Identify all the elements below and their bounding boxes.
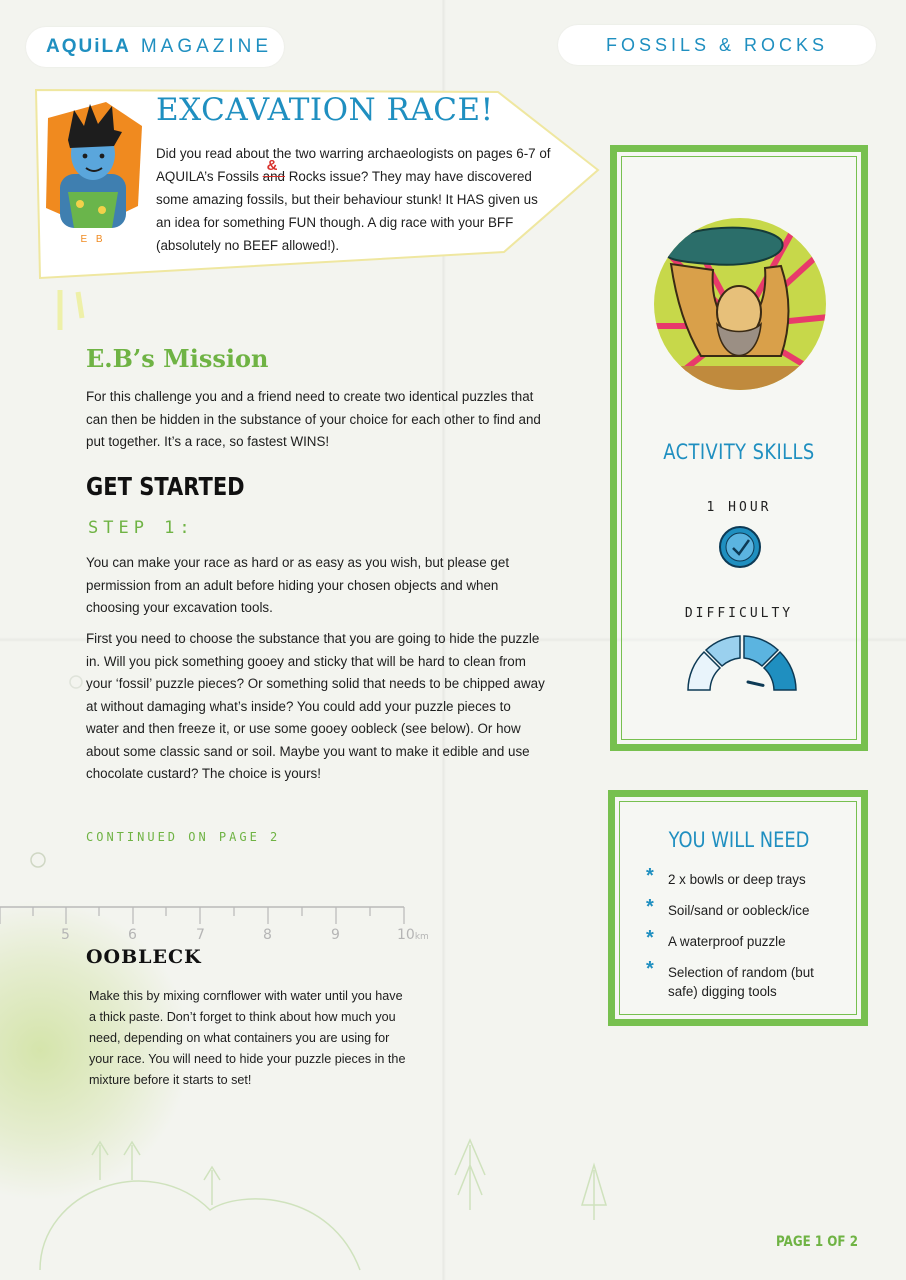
mission-title: E.B’s Mission [86,344,269,373]
page-title: EXCAVATION RACE! [156,92,494,128]
list-item [646,896,846,920]
intro-text-before: Did you read about the two warring archaeologists on pages 6-7 of AQUILA’s Fossils [156,146,551,184]
time-label: 1 HOUR [706,500,772,515]
ruler-label-9: 9 [331,927,340,943]
needs-item-text: 2 x bowls or deep trays [668,872,806,887]
needs-list [646,865,846,1013]
continued-note: CONTINUED ON PAGE 2 [86,830,281,844]
section-tag-pill [558,25,876,65]
difficulty-gauge [682,630,802,696]
clock-icon [717,524,763,570]
asterisk-icon: * [646,865,654,887]
step-paragraph-1: You can make your race as hard or as easy as you wish, but please get permission from an adult before hiding your chosen objects and when choosing your excavation tools. [86,555,510,615]
struck-word [262,157,285,184]
avatar [40,96,144,246]
needs-item-text: Soil/sand or oobleck/ice [668,903,810,918]
correction-mark: & [266,157,278,174]
oobleck-title: OOBLECK [86,946,202,968]
step-label: STEP 1: [88,518,195,538]
asterisk-icon: * [646,927,654,949]
ruler-label-6: 6 [128,927,137,943]
ruler-label-8: 8 [263,927,272,943]
difficulty-label: DIFFICULTY [684,606,794,621]
list-item [646,865,846,889]
get-started-heading: GET STARTED [86,472,245,501]
page-number: PAGE 1 OF 2 [776,1234,858,1250]
ruler-label-7: 7 [196,927,205,943]
oobleck-text: Make this by mixing cornflower with water until you have a thick paste. Don’t forget to think about how much you need, depending on what containers you are using for your race. You will need to hide your puzzle pieces in the mixture before it starts to set! [89,989,406,1087]
magazine-brand-pill [26,27,284,67]
struck-word-text: and [262,169,285,184]
asterisk-icon: * [646,958,654,980]
intro-text-after: Rocks issue? They may have discovered some amazing fossils, but their behaviour stunk! It HAS given us an idea for something FUN though. A dig race with your BFF (absolutely no BEEF allowed!). [156,169,538,253]
archaeologist-illustration [641,216,839,396]
avatar-initials: E B [80,234,106,245]
intro-text [156,142,551,257]
you-will-need-title: YOU WILL NEED [668,828,810,852]
list-item [646,927,846,951]
step-paragraph-2: First you need to choose the substance that you are going to hide the puzzle in. Will you pick something gooey and sticky that will be hard to clean from your ‘fossil’ puzzle pieces? Or something solid that needs to be chipped away at without damaging what’s inside? You could add your puzzle pieces to water and then freeze it, or use some gooey oobleck (see below). Or how about some classic sand or soil. Maybe you want to make it edible and use chocolate custard? The choice is yours! [86,631,545,781]
needs-item-text: Selection of random (but safe) digging tools [668,965,814,999]
section-tag: FOSSILS & ROCKS [605,34,829,55]
mission-text: For this challenge you and a friend need to create two identical puzzles that can then be hidden in the substance of your choice for each other to find and put together. It’s a race, so fastest WINS! [86,389,541,449]
list-item [646,958,846,1001]
activity-skills-title: ACTIVITY SKILLS [663,440,815,464]
asterisk-icon: * [646,896,654,918]
needs-item-text: A waterproof puzzle [668,934,786,949]
ruler-label-5: 5 [61,927,70,943]
ruler-label-10 [397,927,429,943]
brand-aquila: AQUiLA [46,36,131,57]
ruler-unit: km [414,932,429,942]
brand-magazine: MAGAZINE [140,36,273,57]
ruler-label-10-number: 10 [397,927,415,943]
